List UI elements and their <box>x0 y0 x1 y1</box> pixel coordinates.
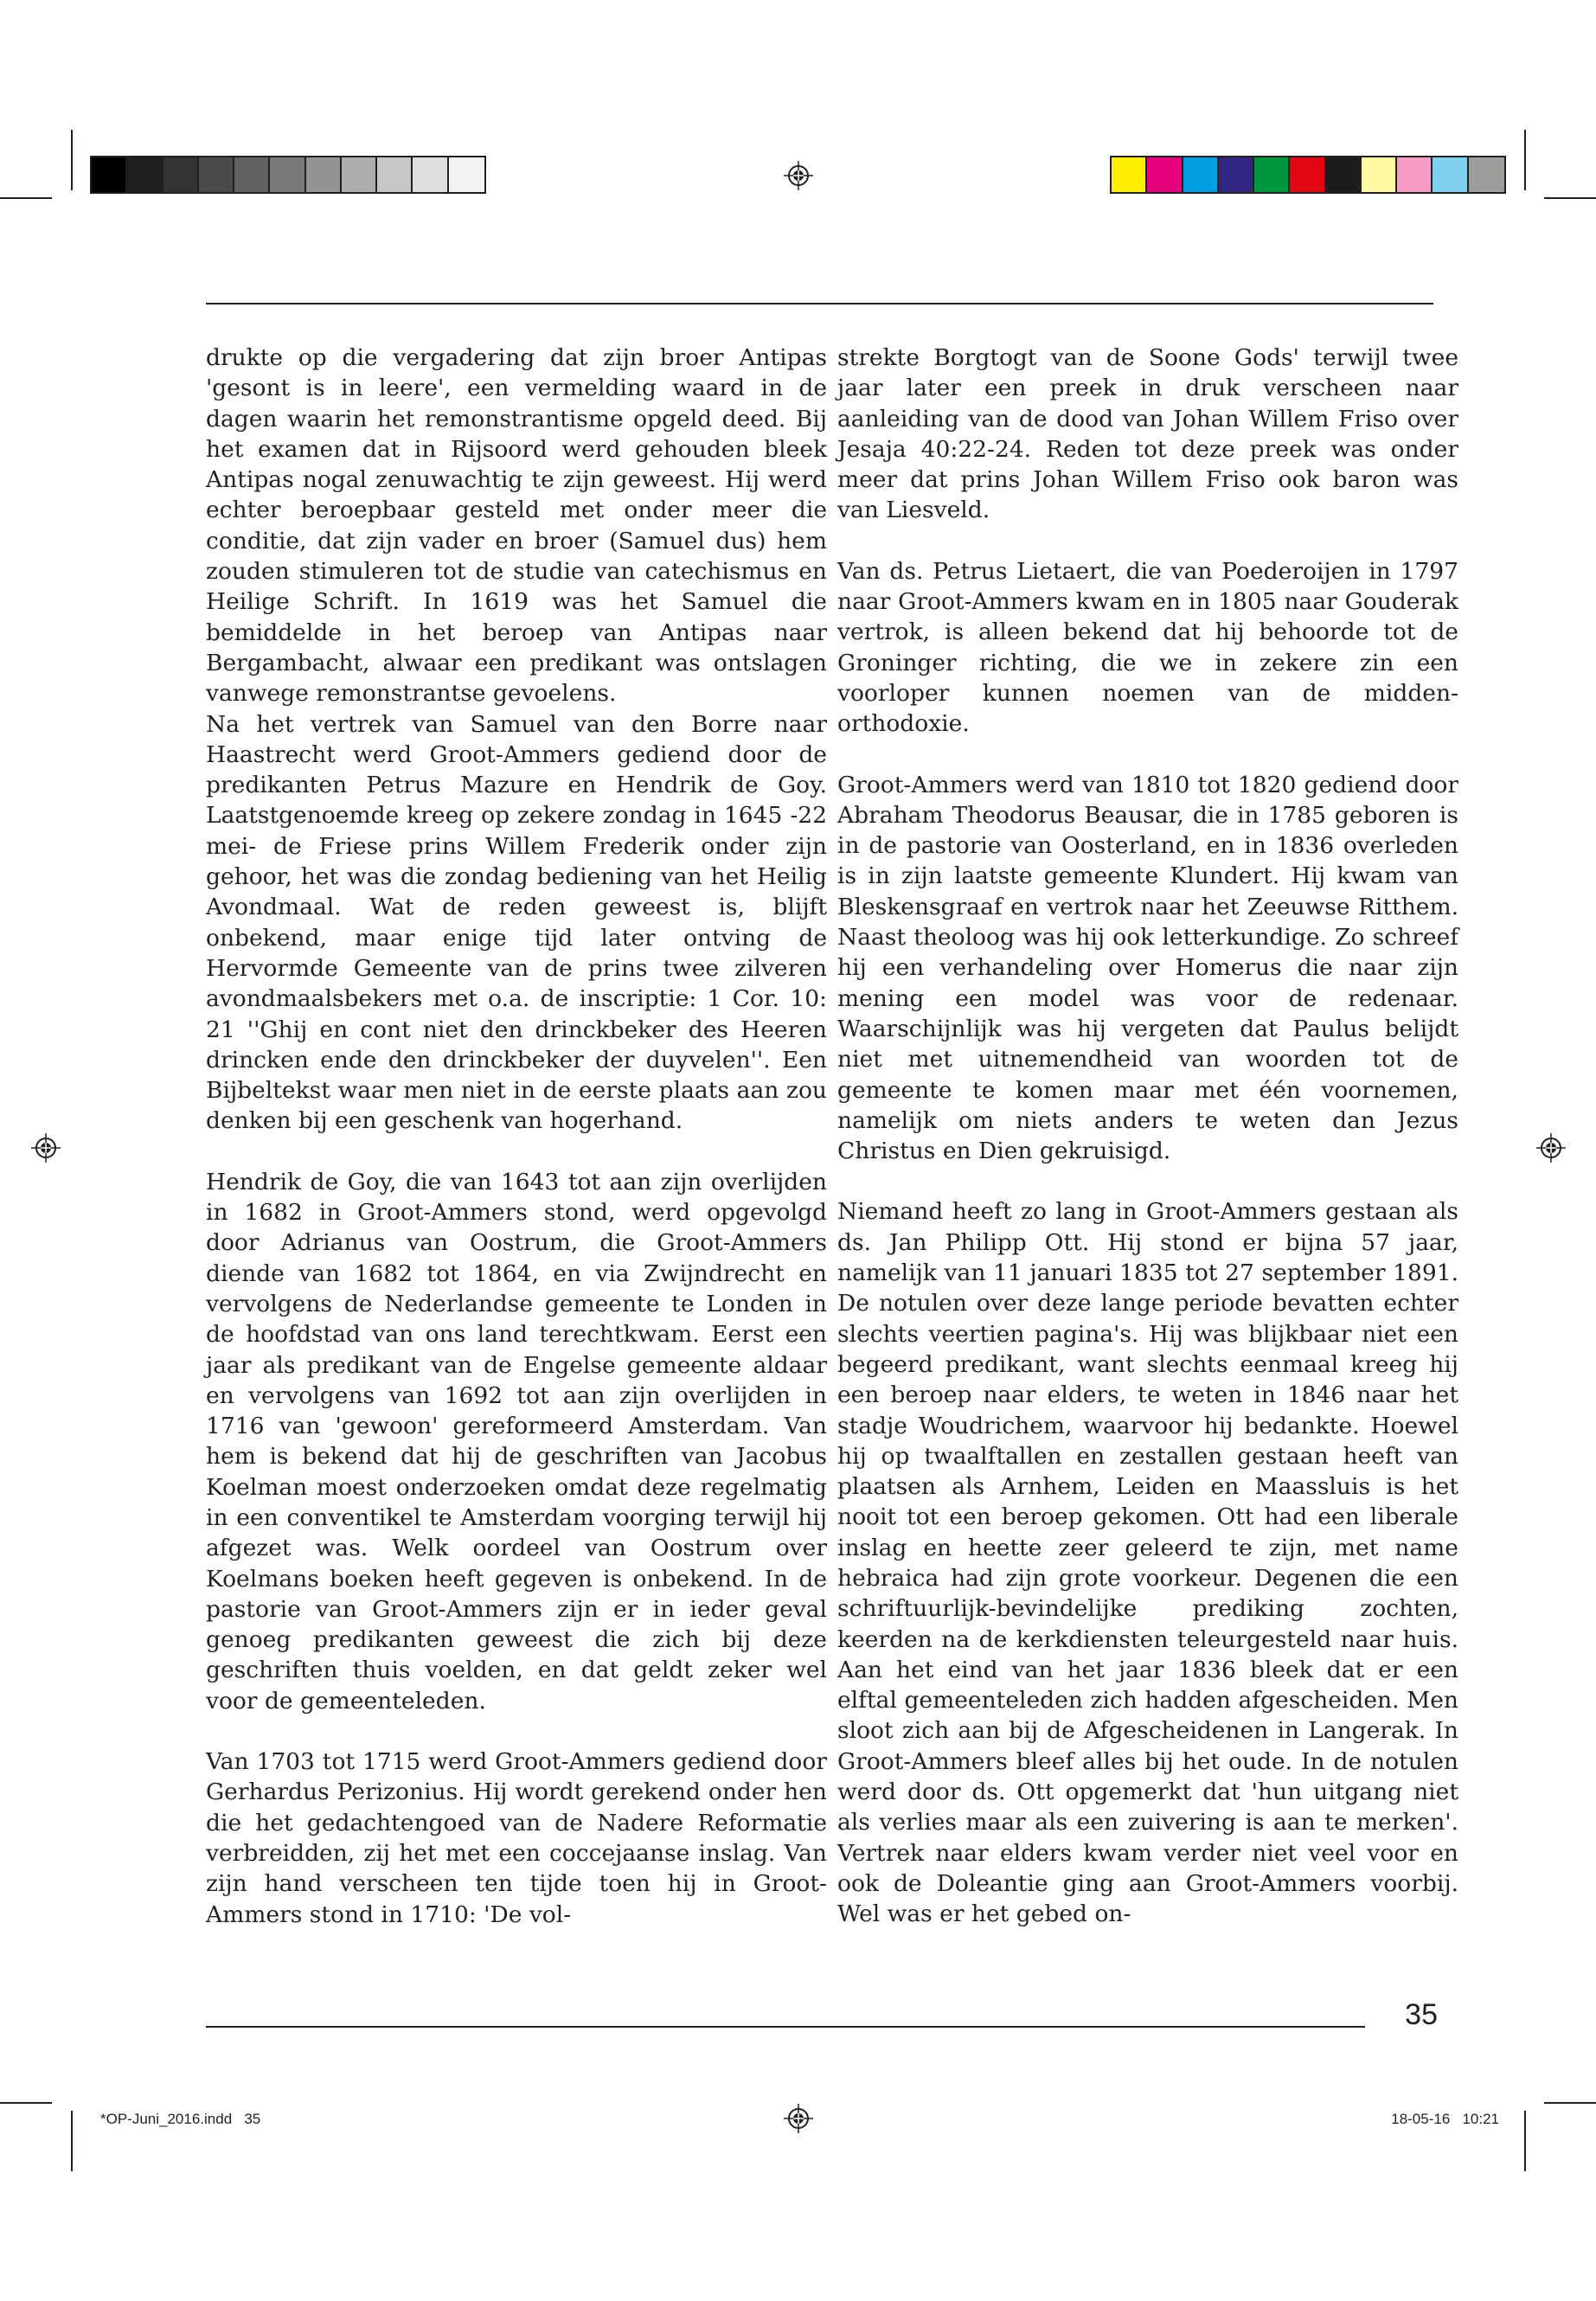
grayscale-swatch <box>413 157 448 192</box>
crop-mark <box>0 197 52 199</box>
crop-mark <box>1544 2102 1596 2104</box>
process-color-swatch <box>1326 157 1362 192</box>
grayscale-swatch <box>449 157 484 192</box>
right-text-column <box>837 343 1458 1930</box>
grayscale-swatch <box>377 157 413 192</box>
grayscale-swatch <box>127 157 163 192</box>
paragraph: Groot-Ammers werd van 1810 tot 1820 gediend door Abraham Theodorus Beausar, die in 1785 geboren is in de pastorie van Oosterland, en in 1836 overleden is in zijn laatste gemeente Klundert. Hij kwam van Bleskensgraaf en vertrok naar het Zeeuwse Ritthem. Naast theoloog was hij ook letterkundige. Zo schreef hij een verhandeling over Homerus die naar zijn mening een model was voor de redenaar. Waarschijnlijk was hij vergeten dat Paulus belijdt niet met uitnemendheid van woorden tot de gemeente te komen maar met één voornemen, namelijk om niets anders te weten dan Jezus Christus en Dien gekruisigd. <box>837 771 1458 1165</box>
process-color-bar <box>1110 156 1506 194</box>
paragraph: Na het vertrek van Samuel van den Borre naar Haastrecht werd Groot-Ammers gediend door de predikanten Petrus Mazure en Hendrik de Goy. Laatstgenoemde kreeg op zekere zondag in 1645 -22 mei- de Friese prins Willem Frederik onder zijn gehoor, het was die zondag bediening van het Heilig Avondmaal. Wat de reden geweest is, blijft onbekend, maar enige tijd later ontving de Hervormde Gemeente van de prins twee zilveren avondmaalsbekers met o.a. de inscriptie: 1 Cor. 10: 21 ''Ghij en cont niet den drinckbeker des Heeren drincken ende den drinckbeker der duyvelen''. Een Bijbeltekst waar men niet in de eerste plaats aan zou denken bij een geschenk van hogerhand. <box>206 710 827 1135</box>
registration-mark-icon <box>1536 1133 1566 1163</box>
grayscale-swatch <box>92 157 127 192</box>
crop-mark <box>1544 197 1596 199</box>
crop-mark <box>71 2111 73 2171</box>
grayscale-swatch <box>342 157 377 192</box>
registration-mark-icon <box>784 161 813 190</box>
slug-filename: *OP-Juni_2016.indd 35 <box>100 2111 261 2127</box>
crop-mark <box>1524 130 1526 190</box>
process-color-swatch <box>1254 157 1290 192</box>
paragraph: Van 1703 tot 1715 werd Groot-Ammers gediend door Gerhardus Perizonius. Hij wordt gerekend onder hen die het gedachtengoed van de Nadere Reformatie verbreidden, zij het met een coccejaanse inslag. Van zijn hand verscheen ten tijde toen hij in Groot-Ammers stond in 1710: 'De vol- <box>206 1748 827 1928</box>
process-color-swatch <box>1433 157 1468 192</box>
grayscale-color-bar <box>90 156 486 194</box>
paragraph: Van ds. Petrus Lietaert, die van Poederoijen in 1797 naar Groot-Ammers kwam en in 1805 naar Gouderak vertrok, is alleen bekend dat hij behoorde tot de Groninger richting, die we in zekere zin een voorloper kunnen noemen van de midden-orthodoxie. <box>837 557 1458 738</box>
crop-mark <box>0 2102 52 2104</box>
grayscale-swatch <box>306 157 342 192</box>
page-number: 35 <box>1405 1998 1438 2031</box>
paragraph: drukte op die vergadering dat zijn broer Antipas 'gesont is in leere', een vermelding waard in de dagen waarin het remonstrantisme opgeld deed. Bij het examen dat in Rijsoord werd gehouden bleek Antipas nogal zenuwachtig te zijn geweest. Hij werd echter beroepbaar gesteld met onder meer die conditie, dat zijn vader en broer (Samuel dus) hem zouden stimuleren tot de studie van catechismus en Heilige Schrift. In 1619 was het Samuel die bemiddelde in het beroep van Antipas naar Bergambacht, alwaar een predikant was ontslagen vanwege remonstrantse gevoelens. <box>206 344 827 708</box>
paragraph: Niemand heeft zo lang in Groot-Ammers gestaan als ds. Jan Philipp Ott. Hij stond er bijna 57 jaar, namelijk van 11 januari 1835 tot 27 september 1891. De notulen over deze lange periode bevatten echter slechts veertien pagina's. Hij was blijkbaar niet een begeerd predikant, want slechts eenmaal kreeg hij een beroep naar elders, te weten in 1846 naar het stadje Woudrichem, waarvoor hij bedankte. Hoewel hij op twaalftallen en zestallen gestaan heeft van plaatsen als Arnhem, Leiden en Maassluis is het nooit tot een beroep gekomen. Ott had een liberale inslag en heette zeer geleerd te zijn, met name hebraica had zijn grote voorkeur. Degenen die een schriftuurlijk-bevindelijke prediking zochten, keerden na de kerkdiensten teleurgesteld naar huis. Aan het eind van het jaar 1836 bleek dat er een elftal gemeenteleden zich hadden afgescheiden. Men sloot zich aan bij de Afgescheidenen in Langerak. In Groot-Ammers bleef alles bij het oude. In de notulen werd door ds. Ott opgemerkt dat 'hun uitgang niet als verlies maar als een zuivering is aan te merken'. Vertrek naar elders kwam verder niet veel voor en ook de Doleantie ging aan Groot-Ammers voorbij. Wel was er het gebed on- <box>837 1198 1458 1928</box>
paragraph: Hendrik de Goy, die van 1643 tot aan zijn overlijden in 1682 in Groot-Ammers stond, werd opgevolgd door Adrianus van Oostrum, die Groot-Ammers diende van 1682 tot 1864, en via Zwijndrecht en vervolgens de Nederlandse gemeente te Londen in de hoofdstad van ons land terechtkwam. Eerst een jaar als predikant van de Engelse gemeente aldaar en vervolgens van 1692 tot aan zijn overlijden in 1716 van 'gewoon' gereformeerd Amsterdam. Van hem is bekend dat hij de geschriften van Jacobus Koelman moest onderzoeken omdat deze regelmatig in een conventikel te Amsterdam voorging terwijl hij afgezet was. Welk oordeel van Oostrum over Koelmans boeken heeft gegeven is onbekend. In de pastorie van Groot-Ammers zijn er in ieder geval genoeg predikanten geweest die zich bij deze geschriften thuis voelden, en dat geldt zeker wel voor de gemeenteleden. <box>206 1168 827 1715</box>
process-color-swatch <box>1290 157 1325 192</box>
header-rule <box>206 303 1433 304</box>
grayscale-swatch <box>199 157 234 192</box>
registration-mark-icon <box>784 2104 813 2133</box>
grayscale-swatch <box>234 157 270 192</box>
registration-mark-icon <box>31 1133 61 1163</box>
left-text-column <box>206 343 827 1930</box>
process-color-swatch <box>1397 157 1433 192</box>
process-color-swatch <box>1219 157 1254 192</box>
grayscale-swatch <box>270 157 305 192</box>
crop-mark <box>1524 2111 1526 2171</box>
footer-rule <box>206 2026 1365 2028</box>
crop-mark <box>71 130 73 190</box>
process-color-swatch <box>1362 157 1397 192</box>
slug-date: 18-05-16 10:21 <box>1391 2111 1499 2127</box>
grayscale-swatch <box>163 157 199 192</box>
process-color-swatch <box>1183 157 1219 192</box>
paragraph: strekte Borgtogt van de Soone Gods' terwijl twee jaar later een preek in druk verscheen naar aanleiding van de dood van Johan Willem Friso over Jesaja 40:22-24. Reden tot deze preek was onder meer dat prins Johan Willem Friso ook baron was van Liesveld. <box>837 344 1458 524</box>
process-color-swatch <box>1112 157 1147 192</box>
process-color-swatch <box>1469 157 1504 192</box>
process-color-swatch <box>1147 157 1183 192</box>
